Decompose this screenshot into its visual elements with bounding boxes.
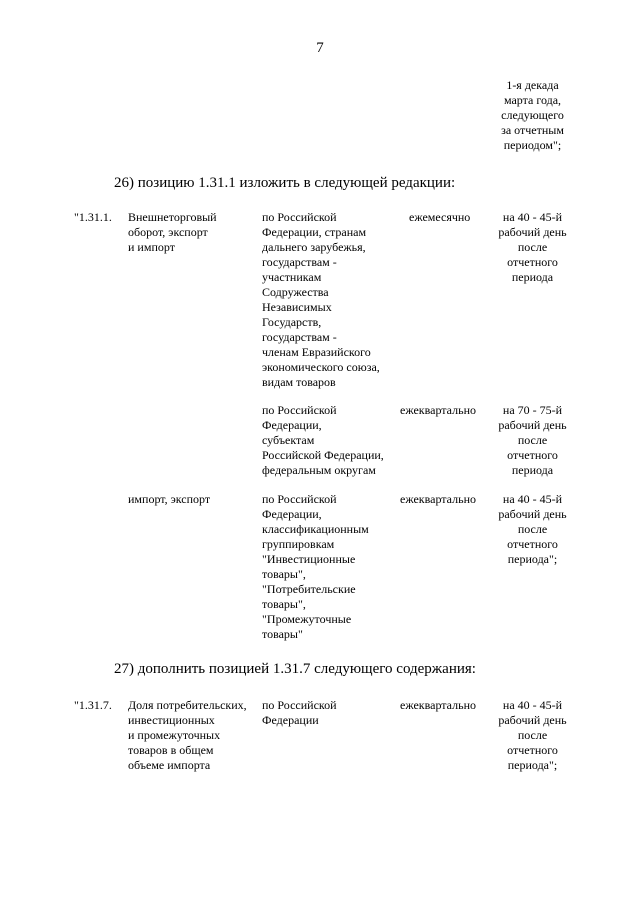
periodicity-cell: ежеквартально bbox=[400, 403, 476, 417]
position-code: "1.31.1. bbox=[74, 210, 112, 224]
deadline-cell: на 70 - 75-й рабочий день после отчетного периода bbox=[498, 403, 567, 477]
breakdown-cell: по Российской Федерации, субъектам Российской Федерации, федеральным округам bbox=[262, 403, 384, 477]
deadline-cell: на 40 - 45-й рабочий день после отчетного периода"; bbox=[498, 698, 567, 772]
breakdown-cell: по Российской Федерации, странам дальнего зарубежья, государствам - участникам Содружества Независимых Государств, государствам - членам Евразийского экономического союза, видам товаров bbox=[262, 210, 380, 389]
continuation-deadline: 1-я декада марта года, следующего за отчетным периодом"; bbox=[501, 78, 564, 152]
deadline-cell: на 40 - 45-й рабочий день после отчетного периода"; bbox=[498, 492, 567, 566]
breakdown-cell: по Российской Федерации, классификационным группировкам "Инвестиционные товары", "Потребительские товары", "Промежуточные товары" bbox=[262, 492, 369, 641]
instruction-26: 26) позицию 1.31.1 изложить в следующей редакции: bbox=[114, 175, 456, 191]
periodicity-cell: ежеквартально bbox=[400, 698, 476, 712]
deadline-cell: на 40 - 45-й рабочий день после отчетного периода bbox=[498, 210, 567, 284]
periodicity-cell: ежемесячно bbox=[409, 210, 471, 224]
position-code: "1.31.7. bbox=[74, 698, 112, 712]
indicator-cell: импорт, экспорт bbox=[128, 492, 211, 506]
page-number: 7 bbox=[316, 40, 324, 56]
indicator-cell: Доля потребительских, инвестиционных и промежуточных товаров в общем объеме импорта bbox=[128, 698, 247, 772]
indicator-cell: Внешнеторговый оборот, экспорт и импорт bbox=[128, 210, 217, 254]
breakdown-cell: по Российской Федерации bbox=[262, 698, 337, 727]
instruction-27: 27) дополнить позицией 1.31.7 следующего содержания: bbox=[114, 661, 476, 677]
periodicity-cell: ежеквартально bbox=[400, 492, 476, 506]
